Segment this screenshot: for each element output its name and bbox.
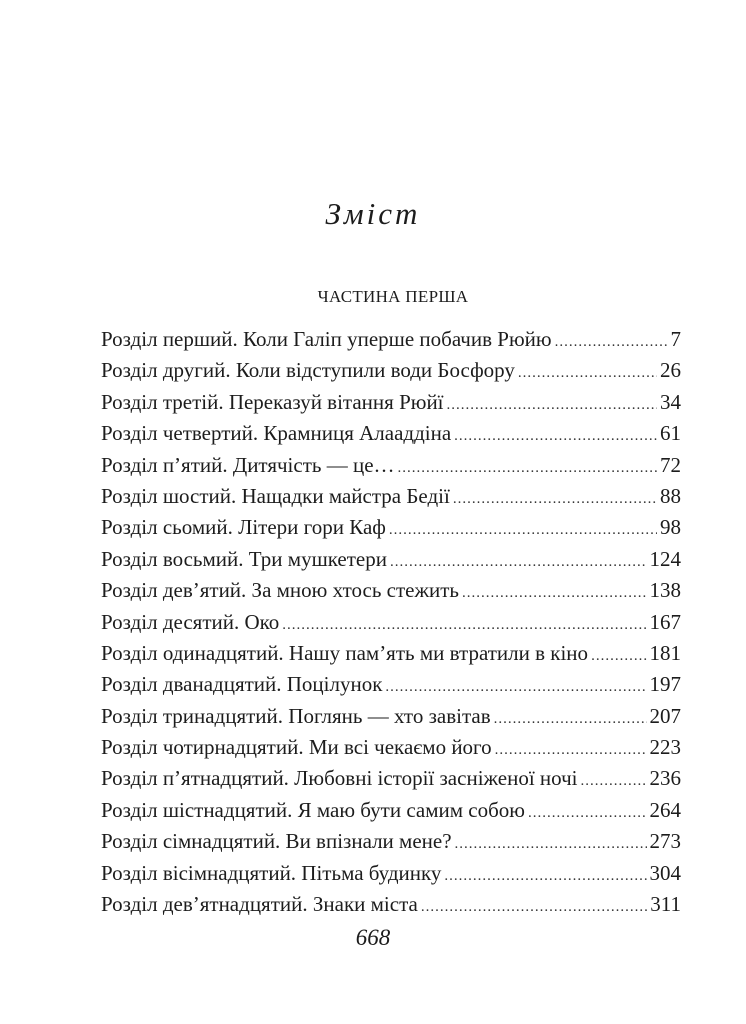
toc-entry (101, 704, 681, 735)
toc-entry-page: 207 (649, 703, 681, 728)
toc-entry-page: 61 (660, 421, 681, 446)
toc-entry-title: Розділ п’ятий. Дитячість — це… (101, 452, 395, 477)
toc-dot-leader (455, 836, 647, 853)
toc-dot-leader (398, 460, 657, 477)
toc-entry-title: Розділ п’ятнадцятий. Любовні історії засніженої ночі (101, 766, 578, 791)
toc-entry-page: 26 (660, 358, 681, 383)
toc-dot-leader (447, 397, 657, 414)
toc-entry-title: Розділ шостий. Нащадки майстра Бедії (101, 483, 450, 508)
toc-entry-page: 273 (649, 829, 681, 854)
toc-dot-leader (555, 334, 668, 351)
page-number: 668 (355, 925, 391, 950)
toc-dot-leader (494, 711, 647, 728)
toc-entry-page: 124 (649, 546, 681, 571)
toc-entry-title: Розділ вісімнадцятий. Пітьма будинку (101, 860, 442, 885)
part-title: ЧАСТИНА ПЕРША (317, 287, 469, 306)
toc-dot-leader (282, 617, 646, 634)
toc-entry (101, 892, 681, 923)
toc-entry-page: 236 (649, 766, 681, 791)
toc-entry-page: 88 (660, 483, 681, 508)
toc-entry-title: Розділ третій. Переказуй вітання Рюйї (101, 389, 444, 414)
toc-entry-page: 34 (660, 389, 681, 414)
toc-entry (101, 829, 681, 860)
toc-entry-title: Розділ дванадцятий. Поцілунок (101, 672, 383, 697)
toc-entry (101, 672, 681, 703)
toc-entry (101, 578, 681, 609)
toc-entry-title: Розділ тринадцятий. Поглянь — хто завітав (101, 703, 491, 728)
toc-entry-title: Розділ сімнадцятий. Ви впізнали мене? (101, 829, 452, 854)
toc-entry (101, 421, 681, 452)
toc-entry-title: Розділ дев’ятнадцятий. Знаки міста (101, 892, 418, 917)
toc-dot-leader (454, 428, 657, 445)
toc-entry (101, 327, 681, 358)
toc-entry-page: 98 (660, 515, 681, 540)
toc-dot-leader (591, 648, 646, 665)
toc-dot-leader (462, 585, 647, 602)
toc-entry-page: 181 (649, 640, 681, 665)
toc-entry-title: Розділ одинадцятий. Нашу пам’ять ми втратили в кіно (101, 640, 589, 665)
toc-entry (101, 358, 681, 389)
toc-entry-page: 72 (660, 452, 681, 477)
table-of-contents (101, 327, 681, 923)
toc-dot-leader (528, 805, 647, 822)
toc-entry-page: 138 (649, 578, 681, 603)
toc-dot-leader (581, 773, 647, 790)
toc-entry-title: Розділ дев’ятий. За мною хтось стежить (101, 578, 459, 603)
toc-entry-page: 7 (670, 327, 681, 351)
toc-entry-title: Розділ десятий. Око (101, 609, 280, 634)
toc-entry-page: 223 (649, 735, 681, 760)
toc-entry (101, 735, 681, 766)
toc-dot-leader (421, 899, 647, 916)
toc-entry-title: Розділ восьмий. Три мушкетери (101, 546, 387, 571)
toc-entry-title: Розділ шістнадцятий. Я маю бути самим собою (101, 797, 525, 822)
toc-entry-page: 264 (649, 797, 681, 822)
toc-entry-page: 167 (649, 609, 681, 634)
toc-entry-title: Розділ чотирнадцятий. Ми всі чекаємо його (101, 735, 492, 760)
toc-entry-title: Розділ сьомий. Літери гори Каф (101, 515, 386, 540)
toc-entry (101, 861, 681, 892)
toc-entry-page: 197 (649, 672, 681, 697)
toc-entry (101, 547, 681, 578)
toc-entry-page: 304 (649, 860, 681, 885)
toc-heading: Зміст (325, 196, 421, 231)
toc-dot-leader (389, 522, 657, 539)
toc-entry-title: Розділ перший. Коли Галіп уперше побачив Рюйю (101, 327, 552, 351)
toc-entry (101, 766, 681, 797)
toc-entry (101, 390, 681, 421)
toc-dot-leader (385, 679, 646, 696)
toc-dot-leader (444, 868, 646, 885)
toc-entry (101, 798, 681, 829)
toc-entry-title: Розділ четвертий. Крамниця Алааддіна (101, 421, 452, 446)
toc-entry (101, 610, 681, 641)
toc-dot-leader (390, 554, 647, 571)
toc-dot-leader (453, 491, 657, 508)
toc-dot-leader (518, 365, 657, 382)
toc-entry (101, 515, 681, 546)
toc-dot-leader (495, 742, 647, 759)
toc-entry (101, 641, 681, 672)
toc-entry-page: 311 (650, 892, 681, 917)
toc-entry (101, 453, 681, 484)
toc-entry (101, 484, 681, 515)
toc-entry-title: Розділ другий. Коли відступили води Босфору (101, 358, 515, 383)
